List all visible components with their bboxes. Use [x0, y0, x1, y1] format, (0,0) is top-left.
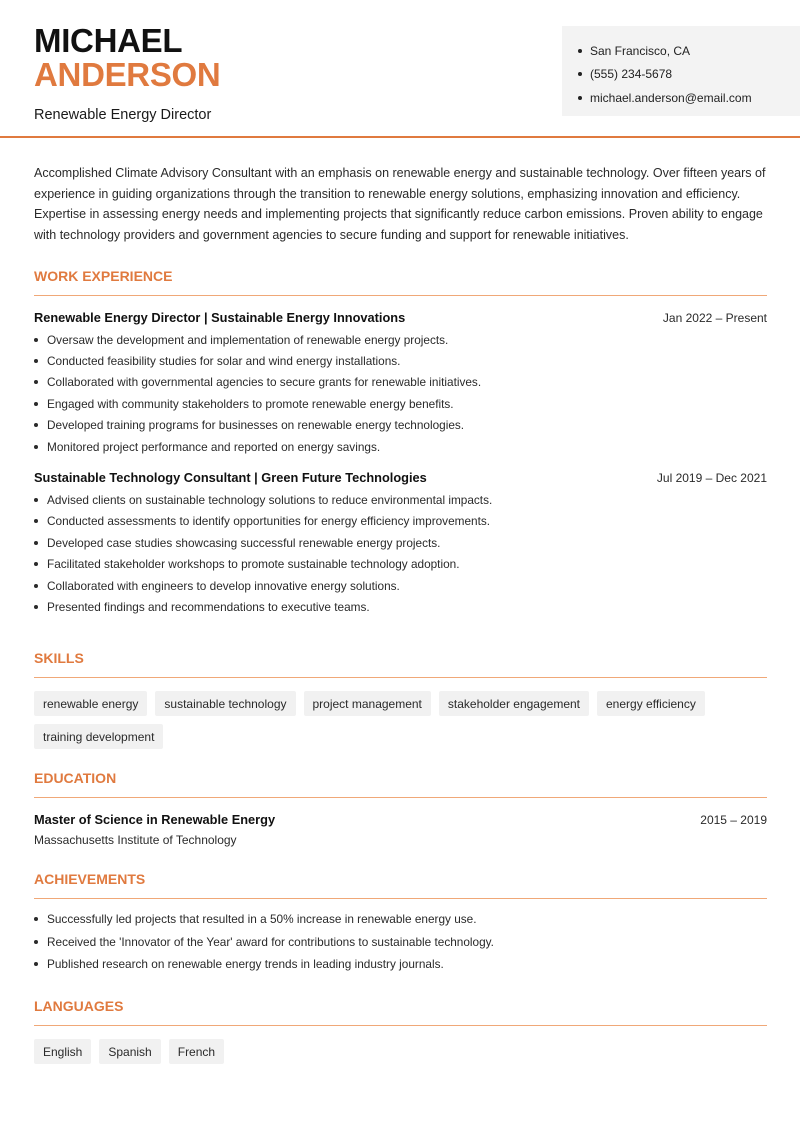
last-name: ANDERSON	[34, 56, 221, 93]
section-title: EDUCATION	[34, 770, 117, 786]
list-item: Engaged with community stakeholders to promote renewable energy benefits.	[34, 393, 767, 414]
list-item: Successfully led projects that resulted in a 50% increase in renewable energy use.	[34, 908, 767, 931]
bullet-icon	[34, 562, 38, 566]
list-item: Developed case studies showcasing successful renewable energy projects.	[34, 532, 767, 553]
first-name: MICHAEL	[34, 22, 183, 59]
education-header	[34, 812, 767, 827]
job-entry	[34, 470, 767, 617]
education-section	[34, 770, 767, 847]
skill-tag: stakeholder engagement	[439, 691, 589, 716]
bullet-icon	[34, 402, 38, 406]
bullet-icon	[34, 584, 38, 588]
list-item: Published research on renewable energy trends in leading industry journals.	[34, 953, 767, 976]
job-entry	[34, 310, 767, 457]
list-item: Monitored project performance and reported on energy savings.	[34, 436, 767, 457]
skill-tag: energy efficiency	[597, 691, 705, 716]
list-item: Conducted feasibility studies for solar and wind energy installations.	[34, 350, 767, 371]
bullet-icon	[34, 917, 38, 921]
job-heading: Sustainable Technology Consultant | Green Future Technologies	[34, 470, 427, 486]
language-tag: English	[34, 1039, 91, 1064]
language-tag: Spanish	[99, 1039, 160, 1064]
resume-header	[0, 0, 800, 138]
skill-tag: training development	[34, 724, 163, 749]
contact-location: San Francisco, CA	[578, 39, 800, 63]
section-divider	[34, 295, 767, 296]
section-divider	[34, 1025, 767, 1026]
language-tags	[34, 1039, 767, 1064]
section-title: WORK EXPERIENCE	[34, 268, 173, 284]
section-title: ACHIEVEMENTS	[34, 871, 146, 887]
section-title: SKILLS	[34, 650, 84, 666]
list-item: Oversaw the development and implementation of renewable energy projects.	[34, 329, 767, 350]
job-header	[34, 470, 767, 485]
bullet-icon	[34, 498, 38, 502]
list-item: Conducted assessments to identify opportunities for energy efficiency improvements.	[34, 511, 767, 532]
list-item: Received the 'Innovator of the Year' award for contributions to sustainable technology.	[34, 931, 767, 954]
skills-section	[34, 650, 767, 749]
language-tag: French	[169, 1039, 224, 1064]
job-heading: Renewable Energy Director | Sustainable Energy Innovations	[34, 310, 406, 325]
bullet-icon	[34, 359, 38, 363]
list-item: Collaborated with governmental agencies to secure grants for renewable initiatives.	[34, 372, 767, 393]
bullet-icon	[34, 380, 38, 384]
section-divider	[34, 797, 767, 798]
section-divider	[34, 898, 767, 899]
summary: Accomplished Climate Advisory Consultant with an emphasis on renewable energy and sustainable technology. Over fifteen years of experience in guiding organizations through the transition to renewable energy solutions, emphasizing innovation and efficiency. Expertise in assessing energy needs and implementing projects that significantly reduce carbon emissions. Proven ability to engage with technology providers and government agencies to secure funding and support for renewable initiatives.	[34, 166, 766, 243]
job-bullets	[34, 489, 767, 617]
job-dates: Jan 2022 – Present	[662, 311, 767, 325]
job-header	[34, 310, 767, 325]
bullet-icon	[578, 72, 582, 76]
work-experience-section	[34, 268, 767, 618]
job-dates: Jul 2019 – Dec 2021	[656, 471, 767, 486]
list-item: Advised clients on sustainable technology solutions to reduce environmental impacts.	[34, 489, 767, 510]
bullet-icon	[34, 962, 38, 966]
job-title: Renewable Energy Director	[34, 107, 212, 123]
contact-phone: (555) 234-5678	[578, 63, 800, 87]
bullet-icon	[34, 541, 38, 545]
bullet-icon	[578, 49, 582, 53]
achievement-bullets	[34, 908, 767, 976]
contact-email[interactable]: michael.anderson@email.com	[578, 86, 800, 110]
achievements-section	[34, 871, 767, 976]
list-item: Facilitated stakeholder workshops to promote sustainable technology adoption.	[34, 554, 767, 575]
bullet-icon	[34, 605, 38, 609]
list-item: Developed training programs for businesses on renewable energy technologies.	[34, 415, 767, 436]
bullet-icon	[34, 519, 38, 523]
contact-box	[562, 26, 800, 116]
section-title: LANGUAGES	[34, 998, 124, 1014]
languages-section	[34, 998, 767, 1064]
edu-dates: 2015 – 2019	[700, 813, 767, 827]
skill-tag: sustainable technology	[155, 691, 295, 716]
name-block	[34, 24, 220, 123]
list-item: Presented findings and recommendations to executive teams.	[34, 596, 767, 617]
resume-body	[34, 163, 767, 246]
list-item: Collaborated with engineers to develop innovative energy solutions.	[34, 575, 767, 596]
job-bullets	[34, 329, 767, 457]
skill-tag: renewable energy	[34, 691, 147, 716]
section-divider	[34, 677, 767, 678]
bullet-icon	[578, 96, 582, 100]
bullet-icon	[34, 940, 38, 944]
edu-school: Massachusetts Institute of Technology	[34, 833, 237, 847]
skill-tag: project management	[304, 691, 431, 716]
skill-tags	[34, 691, 767, 749]
bullet-icon	[34, 338, 38, 342]
bullet-icon	[34, 423, 38, 427]
bullet-icon	[34, 445, 38, 449]
edu-degree: Master of Science in Renewable Energy	[34, 812, 276, 827]
